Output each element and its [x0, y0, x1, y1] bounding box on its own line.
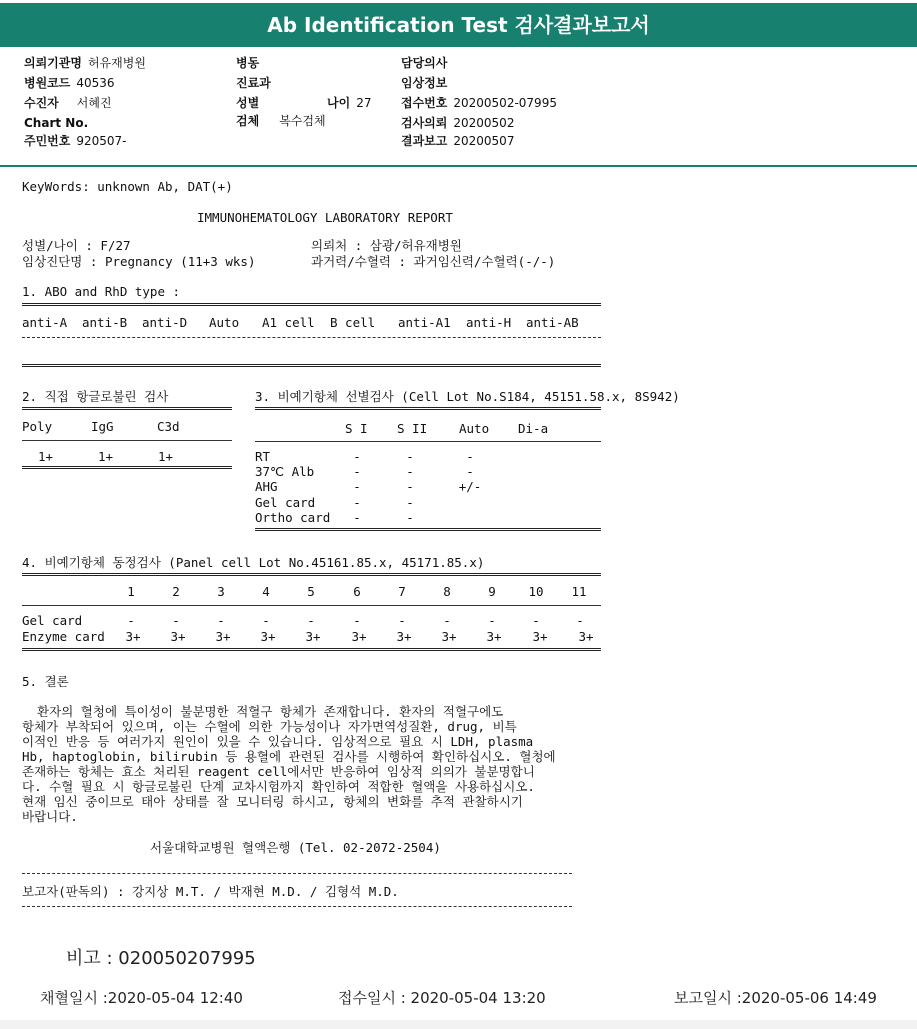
- divider: [255, 441, 601, 442]
- hdr-patient: 수진자 서혜진: [24, 96, 112, 110]
- hdr-client-name: 의뢰기관명 허유재병원: [24, 56, 146, 70]
- requesting-client: 의뢰처 : 삼광/허유재병원: [311, 238, 462, 253]
- panel-row-label: Gel card: [22, 613, 83, 628]
- panel-col: 3: [217, 584, 225, 599]
- panel-cell: -: [488, 613, 496, 628]
- divider: [22, 407, 232, 410]
- panel-col: 2: [172, 584, 180, 599]
- screen-cell: -: [353, 479, 361, 494]
- panel-cell: 3+: [170, 629, 186, 644]
- panel-cell: 3+: [578, 629, 594, 644]
- divider: [255, 407, 601, 410]
- abo-col: A1 cell: [262, 315, 315, 330]
- panel-cell: -: [217, 613, 225, 628]
- panel-cell: -: [262, 613, 270, 628]
- abo-col: anti-B: [82, 315, 128, 330]
- hdr-sex: 성별: [236, 96, 260, 110]
- abo-col: anti-AB: [526, 315, 579, 330]
- divider: [22, 648, 601, 651]
- panel-cell: -: [398, 613, 406, 628]
- screen-cell: -: [353, 495, 361, 510]
- panel-cell: -: [127, 613, 135, 628]
- panel-col: 1: [127, 584, 135, 599]
- sex-age: 성별/나이 : F/27: [22, 238, 131, 253]
- conclusion-line: 바랍니다.: [22, 809, 78, 824]
- panel-cell: -: [576, 613, 584, 628]
- conclusion-line: 다. 수혈 필요 시 항글로불린 단계 교차시험까지 확인하여 적합한 혈액을 사용하십시오.: [22, 779, 535, 794]
- screen-cell: -: [466, 464, 474, 479]
- hdr-chart-no: Chart No.: [24, 116, 89, 130]
- section5-title: 5. 결론: [22, 674, 69, 689]
- panel-cell: -: [307, 613, 315, 628]
- divider: [22, 337, 601, 338]
- hdr-resident-no: 주민번호 920507-: [24, 134, 127, 148]
- dat-col: C3d: [157, 419, 180, 434]
- hdr-doctor: 담당의사: [401, 56, 448, 70]
- panel-col: 11: [571, 584, 587, 599]
- screen-cell: -: [353, 510, 361, 525]
- screen-cell: -: [406, 510, 414, 525]
- abo-col: anti-D: [142, 315, 188, 330]
- transfusion-history: 과거력/수혈력 : 과거임신력/수혈력(-/-): [311, 254, 556, 269]
- panel-col: 8: [443, 584, 451, 599]
- section1-title: 1. ABO and RhD type :: [22, 284, 181, 299]
- screen-cell: -: [406, 479, 414, 494]
- hdr-specimen: 검체 복수검체: [236, 114, 326, 128]
- panel-col: 10: [528, 584, 544, 599]
- clinical-diagnosis: 임상진단명 : Pregnancy (11+3 wks): [22, 254, 256, 269]
- section4-title: 4. 비예기항체 동정검사 (Panel cell Lot No.45161.85.x, 45171.85.x): [22, 555, 485, 570]
- divider: [22, 303, 601, 306]
- header-info: [0, 47, 917, 167]
- screen-cell: -: [406, 449, 414, 464]
- screen-cell: -: [353, 449, 361, 464]
- panel-cell: 3+: [305, 629, 321, 644]
- hdr-ward: 병동: [236, 56, 260, 70]
- hdr-age: 나이 27: [327, 96, 372, 110]
- section2-title: 2. 직접 항글로불린 검사: [22, 389, 169, 404]
- panel-cell: 3+: [532, 629, 548, 644]
- dat-value: 1+: [98, 449, 114, 464]
- screen-row-label: 37℃ Alb: [255, 464, 315, 479]
- abo-col: anti-A1: [398, 315, 451, 330]
- panel-cell: 3+: [396, 629, 412, 644]
- screen-col: S II: [397, 421, 428, 436]
- hdr-request-date: 검사의뢰 20200502: [401, 116, 515, 130]
- hdr-hospital-code: 병원코드 40536: [24, 76, 115, 90]
- divider: [22, 906, 572, 907]
- panel-col: 7: [398, 584, 406, 599]
- divider: [255, 528, 601, 531]
- panel-cell: 3+: [351, 629, 367, 644]
- screen-col: Auto: [459, 421, 490, 436]
- screen-cell: -: [353, 464, 361, 479]
- collection-datetime: 채혈일시 :2020-05-04 12:40: [40, 989, 243, 1007]
- panel-cell: 3+: [125, 629, 141, 644]
- receipt-datetime: 접수일시 : 2020-05-04 13:20: [338, 989, 546, 1007]
- divider: [22, 605, 601, 606]
- report-title: Ab Identification Test 검사결과보고서: [0, 3, 917, 47]
- conclusion-line: Hb, haptoglobin, bilirubin 등 용혈에 관련된 검사를 시행하여 확인하십시오. 혈청에: [22, 749, 556, 764]
- screen-cell: -: [466, 449, 474, 464]
- reporter: 보고자(판독의) : 강지상 M.T. / 박재현 M.D. / 김형석 M.D.: [22, 884, 399, 899]
- dat-value: 1+: [38, 449, 54, 464]
- remarks: 비고 : 020050207995: [66, 948, 256, 969]
- screen-row-label: Gel card: [255, 495, 316, 510]
- panel-col: 6: [353, 584, 361, 599]
- panel-col: 5: [307, 584, 315, 599]
- dat-value: 1+: [158, 449, 174, 464]
- screen-col: Di-a: [518, 421, 549, 436]
- divider: [22, 440, 232, 441]
- hdr-department: 진료과: [236, 76, 271, 90]
- dat-col: IgG: [91, 419, 114, 434]
- screen-col: S I: [345, 421, 368, 436]
- panel-cell: -: [172, 613, 180, 628]
- panel-cell: 3+: [486, 629, 502, 644]
- screen-row-label: AHG: [255, 479, 278, 494]
- panel-cell: 3+: [260, 629, 276, 644]
- abo-col: anti-H: [466, 315, 512, 330]
- blood-bank-contact: 서울대학교병원 혈액은행 (Tel. 02-2072-2504): [150, 840, 441, 855]
- hdr-report-date: 결과보고 20200507: [401, 134, 515, 148]
- keywords: KeyWords: unknown Ab, DAT(+): [22, 179, 233, 194]
- panel-cell: 3+: [215, 629, 231, 644]
- abo-col: anti-A: [22, 315, 68, 330]
- panel-col: 4: [262, 584, 270, 599]
- divider: [22, 466, 232, 469]
- conclusion-line: 환자의 혈청에 특이성이 불분명한 적혈구 항체가 존재합니다. 환자의 적혈구에도: [22, 704, 504, 719]
- conclusion-line: 현재 임신 중이므로 태아 상태를 잘 모니터링 하시고, 항체의 변화를 추적 관찰하시기: [22, 794, 523, 809]
- section3-title: 3. 비예기항체 선별검사 (Cell Lot No.S184, 45151.58.x, 8S942): [255, 389, 680, 404]
- divider: [22, 573, 601, 576]
- panel-cell: -: [532, 613, 540, 628]
- hdr-clinical-info: 임상정보: [401, 76, 448, 90]
- conclusion-line: 항체가 부착되어 있으며, 이는 수혈에 의한 가능성이나 자가면역성질환, drug, 비특: [22, 719, 517, 734]
- panel-cell: 3+: [441, 629, 457, 644]
- abo-col: Auto: [209, 315, 240, 330]
- dat-col: Poly: [22, 419, 53, 434]
- panel-col: 9: [488, 584, 496, 599]
- report-datetime: 보고일시 :2020-05-06 14:49: [674, 989, 877, 1007]
- screen-cell: +/-: [458, 479, 482, 494]
- screen-row-label: Ortho card: [255, 510, 331, 525]
- lab-report-title: IMMUNOHEMATOLOGY LABORATORY REPORT: [197, 210, 453, 225]
- screen-row-label: RT: [255, 449, 271, 464]
- abo-col: B cell: [330, 315, 376, 330]
- panel-row-label: Enzyme card: [22, 629, 105, 644]
- conclusion-line: 존재하는 항체는 효소 처리된 reagent cell에서만 반응하여 임상적 의의가 불분명합니: [22, 764, 535, 779]
- divider: [22, 364, 601, 367]
- screen-cell: -: [406, 464, 414, 479]
- divider: [22, 873, 572, 874]
- panel-cell: -: [353, 613, 361, 628]
- panel-cell: -: [443, 613, 451, 628]
- screen-cell: -: [406, 495, 414, 510]
- conclusion-line: 이적인 반응 등 여러가지 원인이 있을 수 있습니다. 임상적으로 필요 시 LDH, plasma: [22, 734, 534, 749]
- hdr-receipt-no: 접수번호 20200502-07995: [401, 96, 557, 110]
